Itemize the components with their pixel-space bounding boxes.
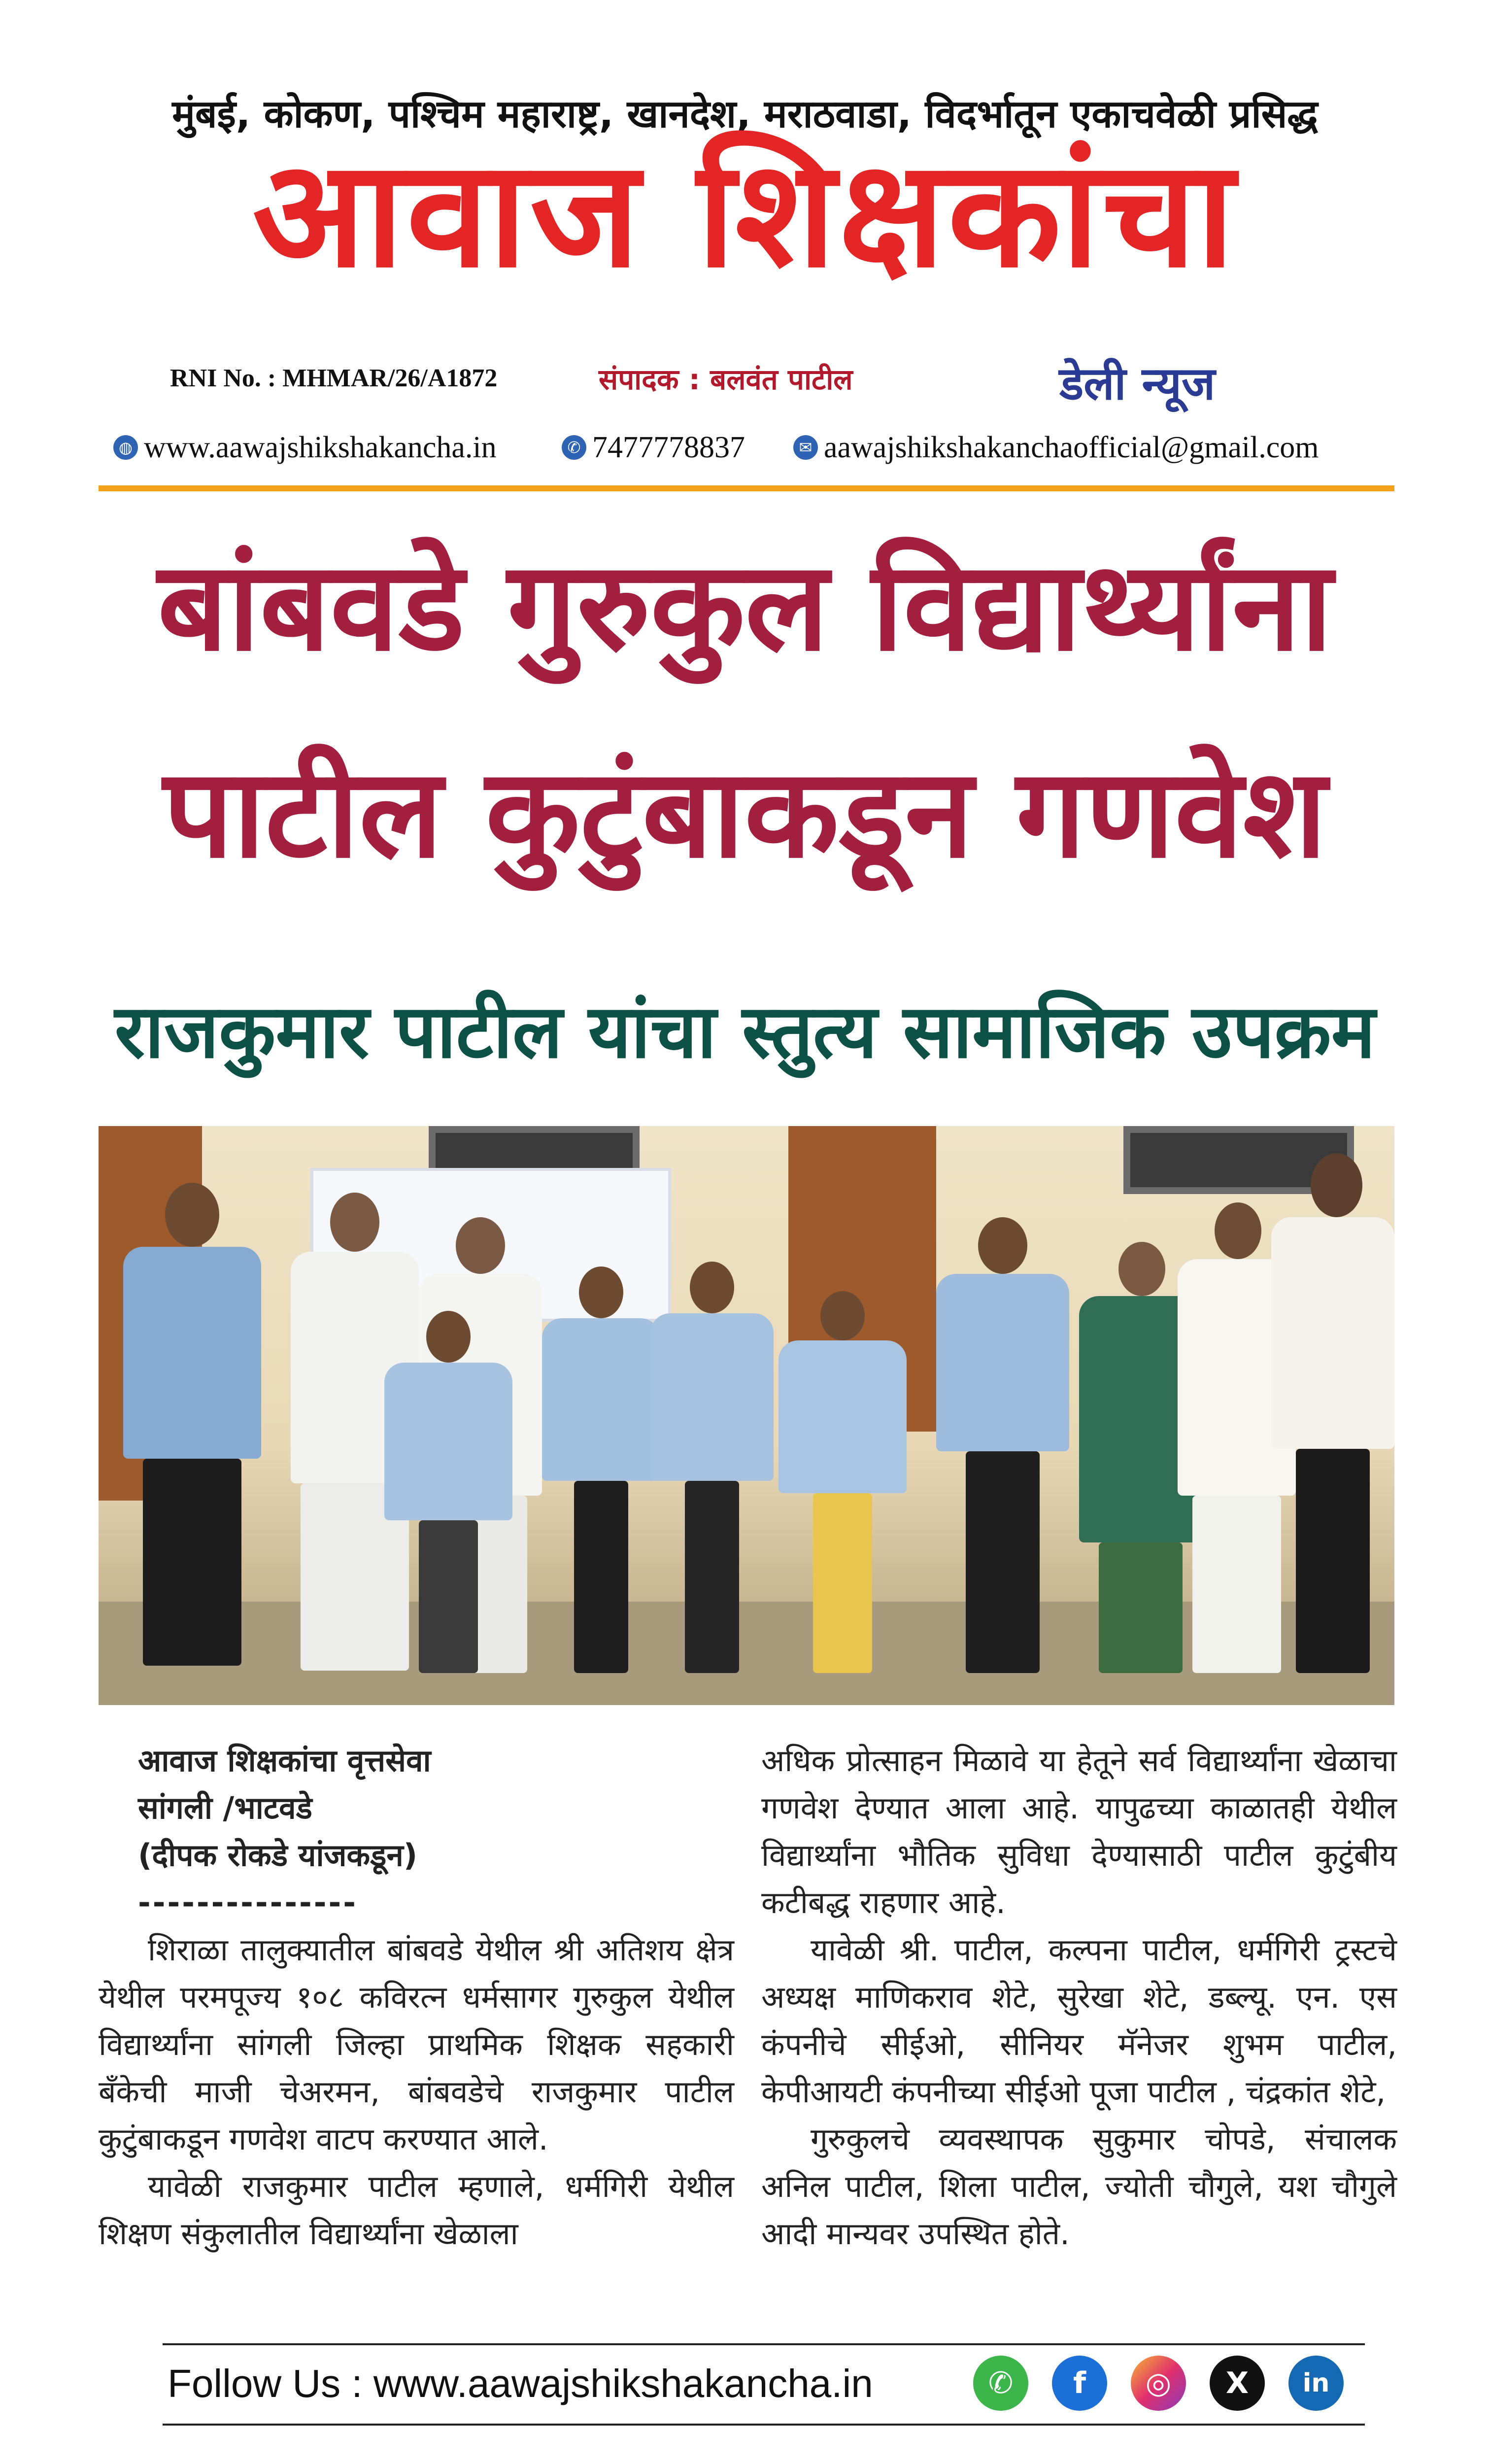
website-contact[interactable] xyxy=(113,428,497,467)
article-column-left xyxy=(99,1737,734,2258)
footer-divider-top xyxy=(163,2343,1365,2345)
phone-text: 7477778837 xyxy=(592,430,745,464)
article-paragraph: शिराळा तालुक्यातील बांबवडे येथील श्री अतिशय क्षेत्र येथील परमपूज्य १०८ कविरत्न धर्मसागर गुरुकुल येथील विद्यार्थ्यांना सांगली जिल्हा प्राथमिक शिक्षक सहकारी बँकेची माजी चेअरमन, बांबवडेचे राजकुमार पाटील कुटुंबाकडून गणवेश वाटप करण्यात आले. xyxy=(99,1932,734,2157)
byline-service: आवाज शिक्षकांचा वृत्तसेवा xyxy=(138,1743,431,1779)
photo-child xyxy=(650,1262,774,1676)
photo-child xyxy=(384,1311,512,1676)
instagram-icon[interactable]: ◎ xyxy=(1131,2356,1186,2411)
article-column-right xyxy=(761,1737,1397,2258)
subheadline: राजकुमार पाटील यांचा स्तुत्य सामाजिक उपक्रम xyxy=(114,989,1376,1075)
social-icons xyxy=(973,2356,1344,2411)
whatsapp-icon[interactable]: ✆ xyxy=(973,2356,1028,2411)
masthead-title: आवाज शिक्षकांचा xyxy=(252,128,1238,300)
email-contact[interactable] xyxy=(793,428,1319,467)
header-divider xyxy=(99,485,1394,491)
photo-child xyxy=(542,1266,660,1676)
byline-location: सांगली /भाटवडे xyxy=(138,1790,312,1826)
headline-line-2: पाटील कुटुंबाकडून गणवेश xyxy=(163,742,1327,885)
phone-contact[interactable] xyxy=(562,428,745,467)
regions-line: मुंबई, कोकण, पश्चिम महाराष्ट्र, खानदेश, मराठवाडा, विदर्भातून एकाचवेळी प्रसिद्ध xyxy=(172,92,1318,137)
photo-person xyxy=(1271,1153,1394,1676)
headline-line-1: बांबवडे गुरुकुल विद्यार्थ्यांना xyxy=(157,535,1333,678)
article-paragraph: अधिक प्रोत्साहन मिळावे या हेतूने सर्व विद्यार्थ्यांना खेळाचा गणवेश देण्यात आला आहे. यापुढच्या काळातही येथील विद्यार्थ्यांना भौतिक सुविधा देण्यासाठी पाटील कुटुंबीय कटीबद्ध राहणार आहे. xyxy=(761,1743,1397,1920)
rni-number: RNI No. : MHMAR/26/A1872 xyxy=(170,364,498,392)
article-paragraph: यावेळी राजकुमार पाटील म्हणाले, धर्मगिरी येथील शिक्षण संकुलातील विद्यार्थ्यांना खेळाला xyxy=(99,2168,734,2252)
editor-name: संपादक : बलवंत पाटील xyxy=(599,363,853,396)
footer-divider-bottom xyxy=(163,2424,1365,2426)
photo-person xyxy=(936,1217,1069,1676)
group-photo xyxy=(99,1126,1394,1705)
photo-child xyxy=(779,1291,907,1676)
byline-reporter: (दीपक रोकडे यांजकडून) xyxy=(138,1837,418,1873)
article-paragraph: यावेळी श्री. पाटील, कल्पना पाटील, धर्मगिरी ट्रस्टचे अध्यक्ष माणिकराव शेटे, सुरेखा शेटे, डब्ल्यू. एन. एस कंपनीचे सीईओ, सीनियर मॅनेजर शुभम पाटील, केपीआयटी कंपनीच्या सीईओ पूजा पाटील , चंद्रकांत शेटे, xyxy=(761,1932,1397,2110)
article-paragraph: गुरुकुलचे व्यवस्थापक सुकुमार चोपडे, संचालक अनिल पाटील, शिला पाटील, ज्योती चौगुले, यश चौगुले आदी मान्यवर उपस्थित होते. xyxy=(761,2121,1397,2252)
globe-icon: ◍ xyxy=(113,435,138,460)
email-icon: ✉ xyxy=(793,435,818,460)
email-text: aawajshikshakanchaofficial@gmail.com xyxy=(824,430,1319,464)
phone-icon: ✆ xyxy=(562,435,586,460)
facebook-icon[interactable]: f xyxy=(1052,2356,1107,2411)
website-text: www.aawajshikshakancha.in xyxy=(144,430,497,464)
x-icon[interactable]: X xyxy=(1210,2356,1265,2411)
photo-person xyxy=(118,1183,266,1676)
linkedin-icon[interactable]: in xyxy=(1288,2356,1344,2411)
daily-news-label: डेली न्यूज xyxy=(1059,357,1216,410)
follow-us-link[interactable]: Follow Us : www.aawajshikshakancha.in xyxy=(168,2361,873,2405)
byline-separator: --------------- xyxy=(138,1884,358,1920)
